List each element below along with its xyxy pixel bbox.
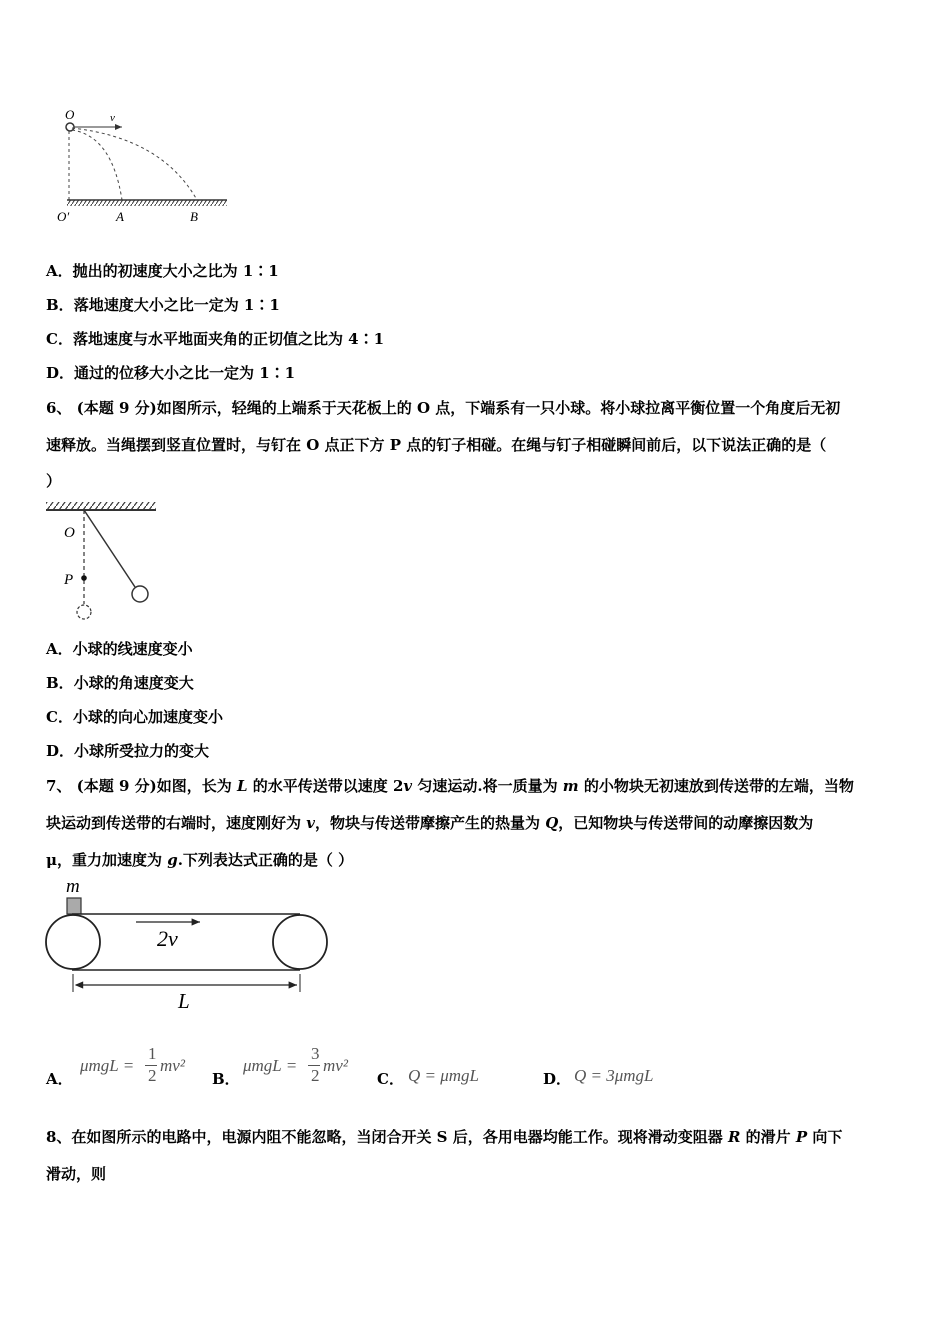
- q5-option-d: D．通过的位移大小之比一定为 1∶1: [46, 364, 296, 382]
- q8-stem-line2: 滑动，则: [46, 1165, 107, 1183]
- pendulum-ball: [132, 586, 148, 602]
- q6-option-a: A．小球的线速度变小: [46, 640, 193, 658]
- ghost-ball: [77, 605, 91, 619]
- q5-option-c: C．落地速度与水平地面夹角的正切值之比为 4∶1: [46, 330, 385, 348]
- label-O: O: [65, 108, 75, 122]
- ceiling-hatch: [46, 502, 156, 510]
- q7-option-b-key: B．: [212, 1070, 240, 1088]
- nail-P: [81, 575, 87, 581]
- label-m: m: [66, 876, 80, 897]
- label-A: A: [116, 209, 124, 224]
- q6-stem-line2: 速释放。当绳摆到竖直位置时，与钉在 O 点正下方 P 点的钉子相碰。在绳与钉子相碰瞬间前后，以下说法正确的是（: [46, 436, 827, 454]
- label-L: L: [178, 989, 190, 1013]
- q7-stem-line3: μ，重力加速度为 g.下列表达式正确的是（ ）: [46, 851, 354, 869]
- projectile-figure: [52, 108, 237, 228]
- q7-option-d-key: D．: [543, 1070, 572, 1088]
- label-2v: 2v: [157, 926, 178, 951]
- q5-option-a: A．抛出的初速度大小之比为 1∶1: [46, 262, 279, 280]
- q7-stem-line2: 块运动到传送带的右端时，速度刚好为 v，物块与传送带摩擦产生的热量为 Q，已知物块与传送带间的动摩擦因数为: [46, 814, 814, 832]
- label-B: B: [190, 209, 198, 224]
- label-v: v: [110, 112, 115, 124]
- q7-option-d-formula: Q = 3μmgL: [574, 1066, 654, 1085]
- trajectory-B: [72, 128, 197, 200]
- label-O: O: [64, 525, 75, 541]
- trajectory-A: [72, 130, 122, 200]
- conveyor-figure: [42, 874, 334, 1014]
- q6-option-d: D．小球所受拉力的变大: [46, 742, 210, 760]
- pendulum-figure: [44, 498, 164, 623]
- ground-hatch: [67, 200, 227, 206]
- pendulum-rope: [84, 510, 135, 587]
- q6-stem-line3: ）: [46, 472, 62, 490]
- q6-option-c: C．小球的向心加速度变小: [46, 708, 223, 726]
- q6-stem-line1: 6、 (本题 9 分)如图所示，轻绳的上端系于天花板上的 O 点，下端系有一只小球。将小球拉离平衡位置一个角度后无初: [46, 399, 841, 417]
- q7-option-c-key: C．: [377, 1070, 404, 1088]
- q7-option-c-formula: Q = μmgL: [408, 1066, 480, 1085]
- q5-option-b: B．落地速度大小之比一定为 1∶1: [46, 296, 280, 314]
- q8-stem-line1: 8、在如图所示的电路中，电源内阻不能忽略，当闭合开关 S 后，各用电器均能工作。现将滑动变阻器 R 的滑片 P 向下: [46, 1128, 843, 1146]
- label-P: P: [64, 572, 74, 588]
- right-pulley: [273, 915, 327, 969]
- block-m: [67, 898, 81, 914]
- q6-option-b: B．小球的角速度变大: [46, 674, 194, 692]
- q7-stem-line1: 7、 (本题 9 分)如图，长为 L 的水平传送带以速度 2v 匀速运动.将一质量为 m 的小物块无初速放到传送带的左端，当物: [46, 777, 854, 795]
- label-O-prime: O′: [57, 209, 70, 224]
- q7-option-a-key: A．: [46, 1070, 73, 1088]
- left-pulley: [46, 915, 100, 969]
